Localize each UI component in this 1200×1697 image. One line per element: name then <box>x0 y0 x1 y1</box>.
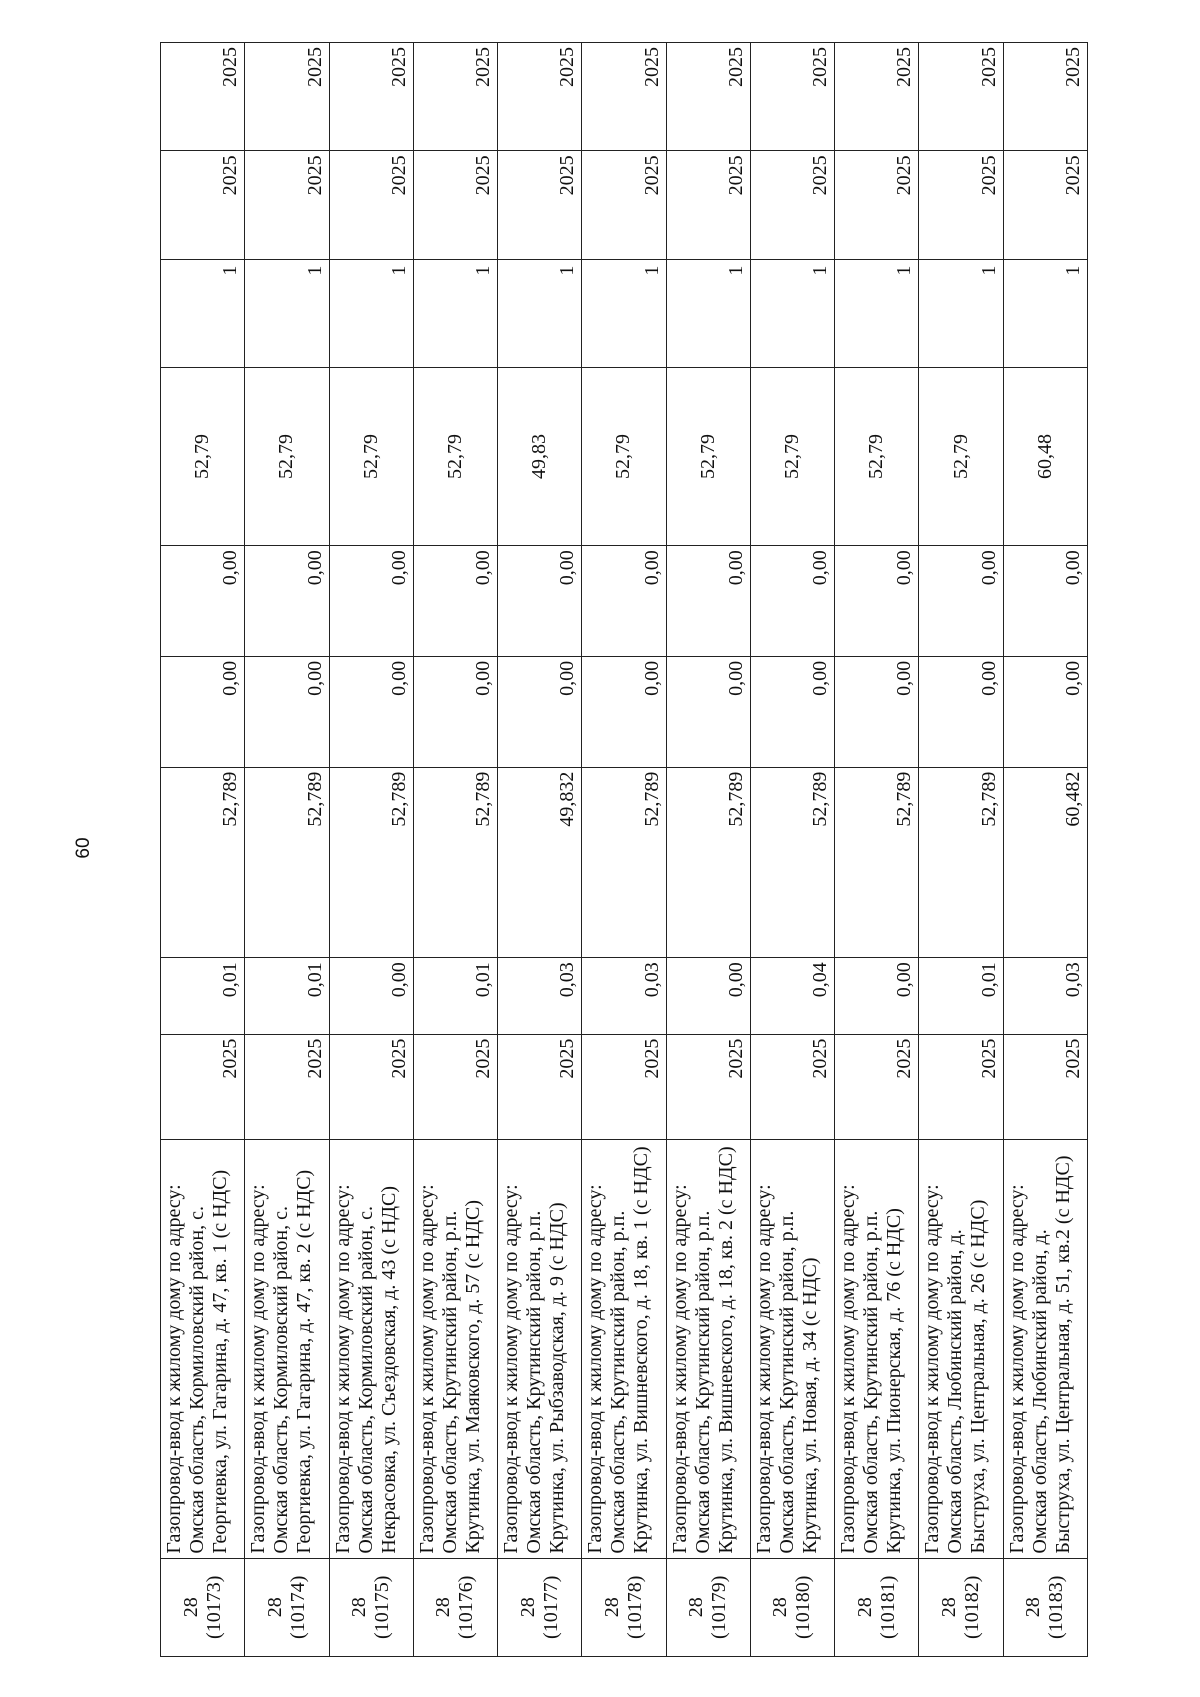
count-cell: 1 <box>582 259 666 367</box>
amount-cell: 52,79 <box>161 367 245 545</box>
row-number-cell <box>919 1558 1003 1656</box>
value-cell-2: 0,00 <box>919 546 1003 657</box>
table-row <box>1003 43 1087 1657</box>
amount-cell: 52,79 <box>835 367 919 545</box>
row-number-cell <box>161 1558 245 1656</box>
start-year-cell: 2025 <box>582 151 666 259</box>
table-row <box>413 43 497 1657</box>
table-row <box>835 43 919 1657</box>
value-cell-1: 0,00 <box>245 656 329 767</box>
table-row <box>582 43 666 1657</box>
description-cell: Газопровод-ввод к жилому дому по адресу: Омская область, Крутинский район, р.п. Крутинка, ул. Рыбзаводская, д. 9 (с НДС) <box>498 1140 582 1558</box>
power-cell: 0,03 <box>498 958 582 1034</box>
value-cell-1: 0,00 <box>919 656 1003 767</box>
cost-cell: 52,789 <box>750 767 834 958</box>
year-cell: 2025 <box>919 1034 1003 1140</box>
value-cell-1: 0,00 <box>666 656 750 767</box>
row-number: 28 <box>516 1597 539 1618</box>
count-cell: 1 <box>161 259 245 367</box>
table-row <box>498 43 582 1657</box>
page-number: 60 <box>73 837 94 859</box>
end-year-cell: 2025 <box>498 43 582 151</box>
row-number-cell <box>750 1558 834 1656</box>
row-code: (10182) <box>961 1575 984 1639</box>
value-cell-2: 0,00 <box>750 546 834 657</box>
end-year-cell: 2025 <box>329 43 413 151</box>
amount-cell: 52,79 <box>329 367 413 545</box>
power-cell: 0,00 <box>329 958 413 1034</box>
end-year-cell: 2025 <box>750 43 834 151</box>
end-year-cell: 2025 <box>582 43 666 151</box>
value-cell-1: 0,00 <box>329 656 413 767</box>
description-cell: Газопровод-ввод к жилому дому по адресу: Омская область, Крутинский район, р.п. Крутинка, ул. Вишневского, д. 18, кв. 1 (с НДС) <box>582 1140 666 1558</box>
year-cell: 2025 <box>245 1034 329 1140</box>
start-year-cell: 2025 <box>413 151 497 259</box>
row-number: 28 <box>432 1597 455 1618</box>
row-number-cell <box>245 1558 329 1656</box>
start-year-cell: 2025 <box>835 151 919 259</box>
table-row <box>161 43 245 1657</box>
row-number-cell <box>413 1558 497 1656</box>
row-number: 28 <box>1022 1597 1045 1618</box>
value-cell-1: 0,00 <box>1003 656 1087 767</box>
row-code: (10175) <box>371 1575 394 1639</box>
value-cell-2: 0,00 <box>245 546 329 657</box>
cost-cell: 52,789 <box>835 767 919 958</box>
start-year-cell: 2025 <box>1003 151 1087 259</box>
table-row <box>329 43 413 1657</box>
value-cell-2: 0,00 <box>582 546 666 657</box>
value-cell-2: 0,00 <box>161 546 245 657</box>
table-row <box>750 43 834 1657</box>
power-cell: 0,01 <box>413 958 497 1034</box>
power-cell: 0,00 <box>835 958 919 1034</box>
cost-cell: 52,789 <box>413 767 497 958</box>
cost-cell: 52,789 <box>666 767 750 958</box>
row-code: (10174) <box>286 1575 309 1639</box>
investment-table <box>160 42 1088 1657</box>
year-cell: 2025 <box>1003 1034 1087 1140</box>
start-year-cell: 2025 <box>245 151 329 259</box>
count-cell: 1 <box>413 259 497 367</box>
count-cell: 1 <box>1003 259 1087 367</box>
year-cell: 2025 <box>750 1034 834 1140</box>
row-number-cell <box>582 1558 666 1656</box>
year-cell: 2025 <box>582 1034 666 1140</box>
amount-cell: 52,79 <box>666 367 750 545</box>
end-year-cell: 2025 <box>666 43 750 151</box>
count-cell: 1 <box>666 259 750 367</box>
row-number: 28 <box>685 1597 708 1618</box>
description-cell: Газопровод-ввод к жилому дому по адресу: Омская область, Кормиловский район, с. Георгиевка, ул. Гагарина, д. 47, кв. 2 (с НДС) <box>245 1140 329 1558</box>
year-cell: 2025 <box>835 1034 919 1140</box>
table-row <box>919 43 1003 1657</box>
description-cell: Газопровод-ввод к жилому дому по адресу: Омская область, Любинский район, д. Быструха, ул. Центральная, д. 51, кв.2 (с НДС) <box>1003 1140 1087 1558</box>
start-year-cell: 2025 <box>498 151 582 259</box>
count-cell: 1 <box>498 259 582 367</box>
row-number-cell <box>329 1558 413 1656</box>
description-cell: Газопровод-ввод к жилому дому по адресу: Омская область, Крутинский район, р.п. Крутинка, ул. Вишневского, д. 18, кв. 2 (с НДС) <box>666 1140 750 1558</box>
cost-cell: 52,789 <box>329 767 413 958</box>
power-cell: 0,00 <box>666 958 750 1034</box>
row-number: 28 <box>263 1597 286 1618</box>
start-year-cell: 2025 <box>666 151 750 259</box>
row-number-cell <box>666 1558 750 1656</box>
amount-cell: 52,79 <box>750 367 834 545</box>
row-code: (10178) <box>623 1575 646 1639</box>
end-year-cell: 2025 <box>835 43 919 151</box>
count-cell: 1 <box>835 259 919 367</box>
row-number: 28 <box>769 1597 792 1618</box>
end-year-cell: 2025 <box>919 43 1003 151</box>
value-cell-2: 0,00 <box>835 546 919 657</box>
amount-cell: 52,79 <box>919 367 1003 545</box>
row-number: 28 <box>853 1597 876 1618</box>
row-number: 28 <box>938 1597 961 1618</box>
row-code: (10183) <box>1045 1575 1068 1639</box>
row-code: (10173) <box>202 1575 225 1639</box>
row-number: 28 <box>600 1597 623 1618</box>
value-cell-1: 0,00 <box>750 656 834 767</box>
end-year-cell: 2025 <box>1003 43 1087 151</box>
value-cell-2: 0,00 <box>498 546 582 657</box>
cost-cell: 52,789 <box>245 767 329 958</box>
power-cell: 0,04 <box>750 958 834 1034</box>
count-cell: 1 <box>750 259 834 367</box>
description-cell: Газопровод-ввод к жилому дому по адресу: Омская область, Кормиловский район, с. Некрасовка, ул. Съездовская, д. 43 (с НДС) <box>329 1140 413 1558</box>
value-cell-1: 0,00 <box>582 656 666 767</box>
description-cell: Газопровод-ввод к жилому дому по адресу: Омская область, Любинский район, д. Быструха, ул. Центральная, д. 26 (с НДС) <box>919 1140 1003 1558</box>
count-cell: 1 <box>245 259 329 367</box>
cost-cell: 52,789 <box>919 767 1003 958</box>
row-number-cell <box>835 1558 919 1656</box>
year-cell: 2025 <box>666 1034 750 1140</box>
year-cell: 2025 <box>498 1034 582 1140</box>
power-cell: 0,01 <box>919 958 1003 1034</box>
row-code: (10177) <box>539 1575 562 1639</box>
cost-cell: 60,482 <box>1003 767 1087 958</box>
end-year-cell: 2025 <box>245 43 329 151</box>
table-row <box>666 43 750 1657</box>
row-code: (10181) <box>876 1575 899 1639</box>
row-code: (10179) <box>708 1575 731 1639</box>
cost-cell: 52,789 <box>161 767 245 958</box>
power-cell: 0,01 <box>161 958 245 1034</box>
start-year-cell: 2025 <box>919 151 1003 259</box>
count-cell: 1 <box>919 259 1003 367</box>
year-cell: 2025 <box>329 1034 413 1140</box>
row-number: 28 <box>348 1597 371 1618</box>
start-year-cell: 2025 <box>329 151 413 259</box>
amount-cell: 60,48 <box>1003 367 1087 545</box>
cost-cell: 52,789 <box>582 767 666 958</box>
description-cell: Газопровод-ввод к жилому дому по адресу: Омская область, Крутинский район, р.п. Крутинка, ул. Новая, д. 34 (с НДС) <box>750 1140 834 1558</box>
table-row <box>245 43 329 1657</box>
power-cell: 0,01 <box>245 958 329 1034</box>
row-number-cell <box>1003 1558 1087 1656</box>
end-year-cell: 2025 <box>161 43 245 151</box>
document-table-container <box>160 42 1088 1657</box>
end-year-cell: 2025 <box>413 43 497 151</box>
value-cell-1: 0,00 <box>835 656 919 767</box>
row-number-cell <box>498 1558 582 1656</box>
value-cell-1: 0,00 <box>498 656 582 767</box>
power-cell: 0,03 <box>1003 958 1087 1034</box>
value-cell-2: 0,00 <box>1003 546 1087 657</box>
power-cell: 0,03 <box>582 958 666 1034</box>
value-cell-2: 0,00 <box>666 546 750 657</box>
cost-cell: 49,832 <box>498 767 582 958</box>
row-code: (10176) <box>455 1575 478 1639</box>
value-cell-1: 0,00 <box>413 656 497 767</box>
value-cell-2: 0,00 <box>329 546 413 657</box>
value-cell-1: 0,00 <box>161 656 245 767</box>
start-year-cell: 2025 <box>161 151 245 259</box>
description-cell: Газопровод-ввод к жилому дому по адресу: Омская область, Крутинский район, р.п. Крутинка, ул. Пионерская, д. 76 (с НДС) <box>835 1140 919 1558</box>
amount-cell: 52,79 <box>582 367 666 545</box>
description-cell: Газопровод-ввод к жилому дому по адресу: Омская область, Крутинский район, р.п. Крутинка, ул. Маяковского, д. 57 (с НДС) <box>413 1140 497 1558</box>
year-cell: 2025 <box>161 1034 245 1140</box>
amount-cell: 52,79 <box>413 367 497 545</box>
amount-cell: 49,83 <box>498 367 582 545</box>
year-cell: 2025 <box>413 1034 497 1140</box>
amount-cell: 52,79 <box>245 367 329 545</box>
value-cell-2: 0,00 <box>413 546 497 657</box>
row-code: (10180) <box>792 1575 815 1639</box>
table-body <box>161 43 1088 1657</box>
row-number: 28 <box>179 1597 202 1618</box>
start-year-cell: 2025 <box>750 151 834 259</box>
count-cell: 1 <box>329 259 413 367</box>
description-cell: Газопровод-ввод к жилому дому по адресу: Омская область, Кормиловский район, с. Георгиевка, ул. Гагарина, д. 47, кв. 1 (с НДС) <box>161 1140 245 1558</box>
